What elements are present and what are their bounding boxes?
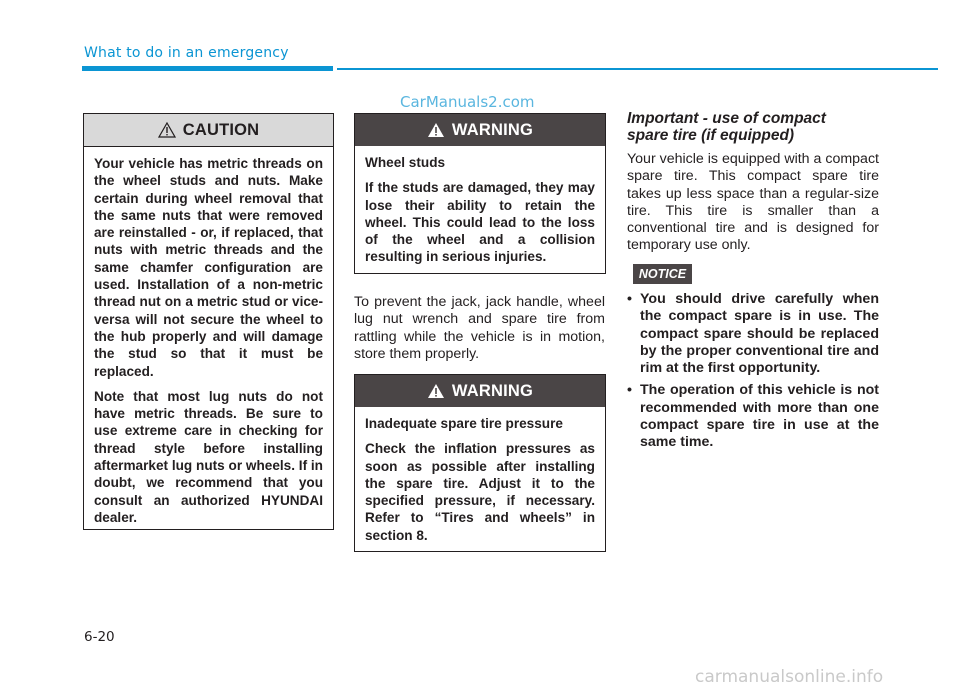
warning-text: Check the inflation pressures as soon as possible after installing the spare tire. Adjust it to the specified pressure, if necessary. Refer to “Tires and wheels” in section 8.	[365, 441, 595, 543]
compact-spare-text: Your vehicle is equipped with a compact spare tire. This compact spare tire takes up less space than a regular-size tire. This tire is smaller than a conventional tire and is designed for temporary use only.	[627, 151, 879, 254]
bullet-icon: •	[627, 382, 632, 399]
caution-title: CAUTION	[182, 120, 260, 139]
warning-triangle-icon	[427, 383, 445, 399]
warning-text: If the studs are damaged, they may lose their ability to retain the wheel. This could lead to the loss of the wheel and a collision resulting in serious injuries.	[365, 180, 595, 265]
caution-triangle-icon	[158, 122, 176, 138]
warning-heading: Inadequate spare tire pressure	[365, 416, 563, 431]
notice-list	[627, 291, 879, 457]
warning-wheel-studs-box	[354, 113, 606, 274]
section-title: What to do in an emergency	[84, 45, 289, 61]
caution-paragraph: Your vehicle has metric threads on the wheel studs and nuts. Make certain during wheel removal that the same nuts that were removed are reinstalled - or, if replaced, that nuts with metric threads and the same chamfer configuration are used. Installation of a non-metric thread nut on a metric stud or vice-versa will not secure the wheel to the hub properly and will damage the stud so that it must be replaced.	[94, 156, 323, 379]
page-number: 6-20	[84, 629, 115, 645]
watermark-top: CarManuals2.com	[400, 93, 535, 111]
warning-title: WARNING	[451, 120, 534, 139]
notice-item-text: You should drive carefully when the compact spare is in use. The compact spare should be replaced by the proper conventional tire and rim at the first opportunity.	[640, 291, 879, 377]
warning-body	[355, 146, 605, 274]
warning-heading: Wheel studs	[365, 155, 446, 170]
warning-title: WARNING	[451, 381, 534, 400]
warning-spare-pressure-box	[354, 374, 606, 552]
important-heading-line: Important - use of compact	[627, 110, 826, 127]
header-rule-thin	[337, 68, 938, 70]
warning-triangle-icon	[427, 122, 445, 138]
notice-item	[627, 291, 879, 377]
caution-header	[84, 114, 333, 147]
important-heading	[627, 110, 887, 144]
warning-body	[355, 407, 605, 552]
notice-item	[627, 382, 879, 451]
notice-item-text: The operation of this vehicle is not recommended with more than one compact spare tire in use at the same time.	[640, 382, 879, 451]
stow-instructions-text: To prevent the jack, jack handle, wheel lug nut wrench and spare tire from rattling while the vehicle is in motion, store them properly.	[354, 294, 605, 362]
notice-badge: NOTICE	[633, 264, 692, 284]
warning-header	[355, 375, 605, 407]
bullet-icon: •	[627, 291, 632, 307]
caution-body	[84, 147, 333, 534]
header-rule-thick	[82, 66, 333, 71]
warning-header	[355, 114, 605, 146]
important-heading-line: spare tire (if equipped)	[627, 127, 795, 144]
caution-paragraph: Note that most lug nuts do not have metric threads. Be sure to use extreme care in checking for thread style before installing aftermarket lug nuts or wheels. If in doubt, we recommend that you consult an authorized HYUNDAI dealer.	[94, 388, 323, 525]
caution-box	[83, 113, 334, 530]
watermark-bottom: carmanualsonline.info	[695, 667, 884, 687]
